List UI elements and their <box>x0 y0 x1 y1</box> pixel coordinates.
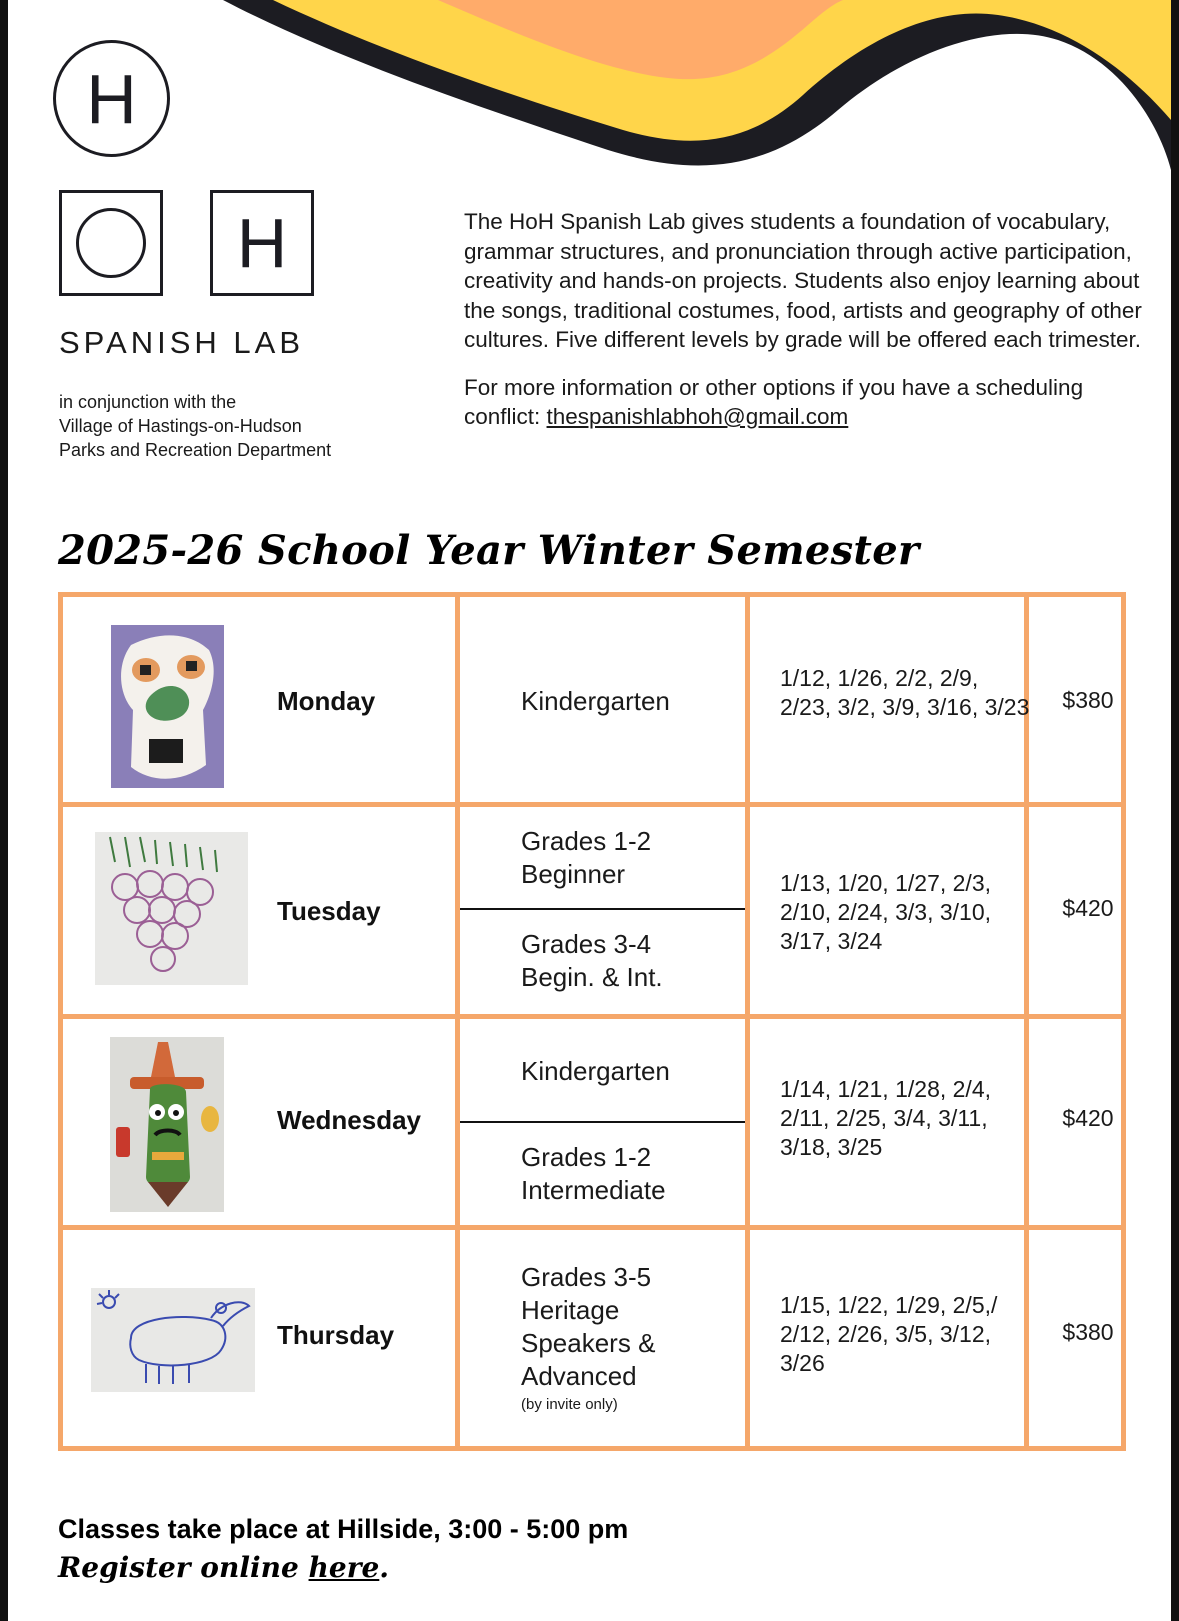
level-label <box>521 1141 666 1207</box>
level-line: Advanced <box>521 1361 637 1391</box>
level-label: Kindergarten <box>521 1056 670 1086</box>
level-note: (by invite only) <box>521 1396 618 1413</box>
level-line: Heritage <box>521 1295 620 1325</box>
price: $420 <box>1062 1105 1114 1131</box>
schedule-table <box>58 592 1126 1451</box>
level-label <box>521 1261 655 1417</box>
register-line <box>58 1551 389 1584</box>
partner-info <box>59 390 331 462</box>
day-label: Thursday <box>277 1320 395 1350</box>
level-label <box>521 825 651 891</box>
level-divider <box>460 1121 745 1123</box>
price: $380 <box>1062 687 1114 713</box>
cactus-artwork-icon <box>110 1037 224 1212</box>
schedule-row-thursday <box>63 1230 1121 1446</box>
logo-o-box <box>59 190 163 296</box>
schedule-row-tuesday <box>63 807 1121 1014</box>
session-dates: 1/13, 1/20, 1/27, 2/3, 2/10, 2/24, 3/3, 3/10, 3/17, 3/24 <box>780 870 991 954</box>
price: $380 <box>1062 1319 1114 1345</box>
schedule-row-wednesday <box>63 1019 1121 1225</box>
contact-paragraph <box>464 373 1144 432</box>
level-line: Begin. & Int. <box>521 962 663 992</box>
schedule-row-monday <box>63 597 1121 802</box>
register-link[interactable]: here <box>308 1551 380 1584</box>
day-label: Monday <box>277 686 376 716</box>
logo-h-circle: H <box>53 40 170 157</box>
session-dates: 1/14, 1/21, 1/28, 2/4, 2/11, 2/25, 3/4, 3/11, 3/18, 3/25 <box>780 1076 991 1160</box>
level-line: Grades 1-2 <box>521 826 652 856</box>
level-line: Speakers & <box>521 1328 656 1358</box>
intro-text <box>464 207 1144 432</box>
level-line: Grades 3-5 <box>521 1262 652 1292</box>
contact-email-link[interactable]: thespanishlabhoh@gmail.com <box>546 404 849 429</box>
decorative-wave <box>8 0 1171 200</box>
level-line: Grades 3-4 <box>521 929 652 959</box>
pig-artwork-icon <box>91 1288 255 1392</box>
flyer-page <box>8 0 1171 1621</box>
day-label: Tuesday <box>277 896 381 926</box>
logo-o-ring <box>76 208 146 278</box>
level-line: Grades 1-2 <box>521 1142 652 1172</box>
partner-line: in conjunction with the <box>59 392 237 412</box>
skull-artwork-icon <box>111 625 224 788</box>
day-label: Wednesday <box>277 1105 422 1135</box>
level-line: Beginner <box>521 859 626 889</box>
price: $420 <box>1062 895 1114 921</box>
level-label: Kindergarten <box>521 686 670 716</box>
class-location: Classes take place at Hillside, 3:00 - 5:00 pm <box>58 1514 629 1544</box>
level-divider <box>460 908 745 910</box>
session-dates: 1/15, 1/22, 1/29, 2/5,/ 2/12, 2/26, 3/5, 3/12, 3/26 <box>780 1292 998 1376</box>
register-text: Register online <box>58 1551 309 1584</box>
register-suffix: . <box>379 1551 390 1584</box>
brand-name: SPANISH LAB <box>59 325 305 360</box>
partner-line: Parks and Recreation Department <box>59 440 332 460</box>
level-label <box>521 928 663 994</box>
session-dates: 1/12, 1/26, 2/2, 2/9, 2/23, 3/2, 3/9, 3/16, 3/23 <box>780 665 1030 720</box>
level-line: Intermediate <box>521 1175 666 1205</box>
partner-line: Village of Hastings-on-Hudson <box>59 416 302 436</box>
semester-title: 2025-26 School Year Winter Semester <box>58 527 920 574</box>
grapes-artwork-icon <box>95 832 248 985</box>
intro-paragraph: The HoH Spanish Lab gives students a foundation of vocabulary, grammar structures, and pronunciation through active participation, creativity and hands-on projects. Students also enjoy learning about the songs, traditional costumes, food, artists and geography of other cultures. Five different levels by grade will be offered each trimester. <box>464 209 1142 352</box>
contact-prefix: For more information or other options if you have a scheduling conflict: <box>464 374 1084 429</box>
logo-h-box: H <box>210 190 314 296</box>
